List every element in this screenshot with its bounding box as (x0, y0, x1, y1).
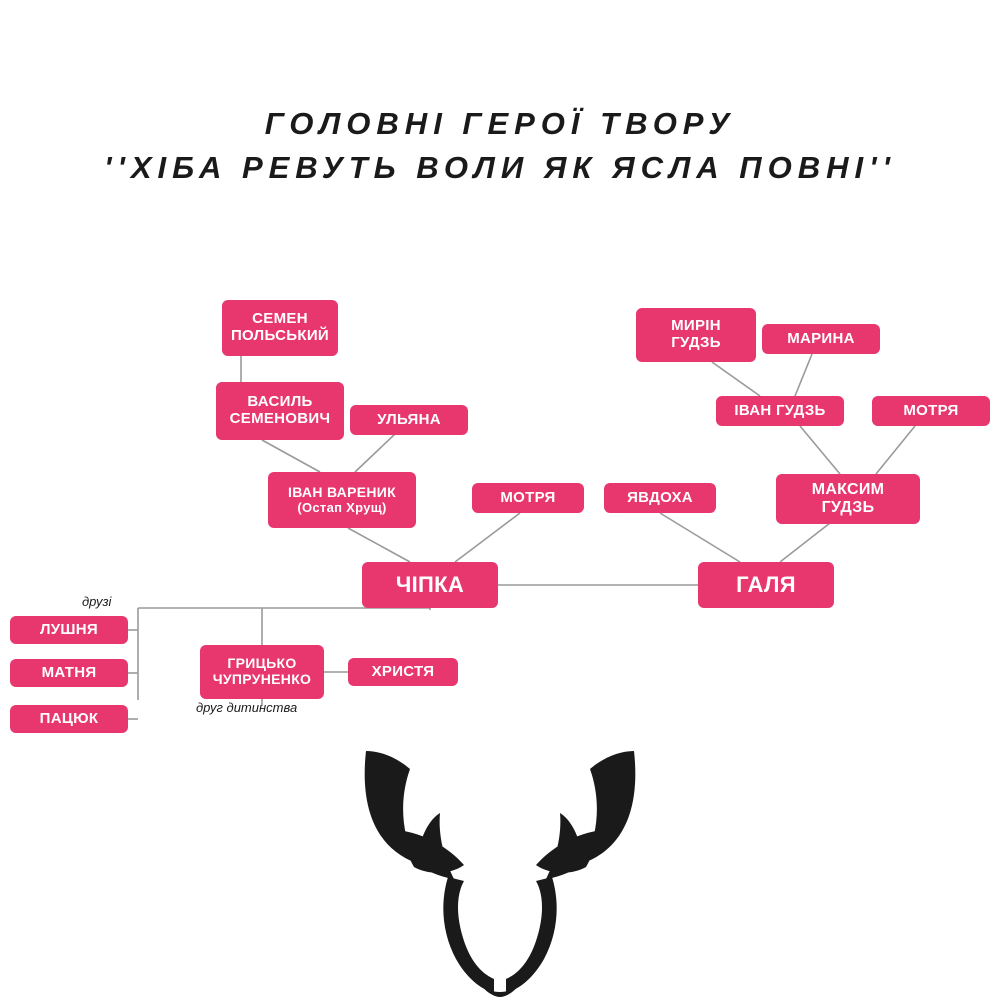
node-ivan-varenyk[interactable] (268, 472, 416, 528)
node-label-line2: ЧУПРУНЕНКО (212, 671, 312, 687)
node-hrytsko-chuprunenko[interactable] (200, 645, 324, 699)
node-label: ГАЛЯ (736, 571, 796, 597)
node-label: ЧІПКА (395, 571, 465, 597)
line-motrya-chipka (455, 513, 520, 562)
annotation-drug-dytynstva: друг дитинства (196, 700, 298, 715)
node-label-line1: МИРІН (671, 317, 721, 335)
node-chipka[interactable] (362, 562, 498, 608)
node-maksym-hudz[interactable] (776, 474, 920, 524)
node-lushnya[interactable] (10, 616, 128, 644)
node-maryna[interactable] (762, 324, 880, 354)
line-myrin-ivanh (712, 362, 760, 396)
node-label-line1: СЕМЕН (252, 310, 308, 328)
line-vasyl-ivan (262, 440, 320, 472)
node-label: ХРИСТЯ (371, 662, 435, 680)
node-label-line1: ІВАН ВАРЕНИК (288, 483, 396, 500)
node-label: ЯВДОХА (627, 488, 693, 506)
line-yavdokha-halya (660, 513, 740, 562)
node-khrystya[interactable] (348, 658, 458, 686)
annotation-druzi: друзі (82, 594, 112, 609)
node-yavdokha[interactable] (604, 483, 716, 513)
node-patsiuk[interactable] (10, 705, 128, 733)
node-label-line1: ВАСИЛЬ (247, 393, 313, 411)
node-label: УЛЬЯНА (377, 410, 441, 428)
node-label-line1: ГРИЦЬКО (227, 655, 297, 672)
node-ivan-hudz[interactable] (716, 396, 844, 426)
line-maksym-halya (780, 523, 830, 562)
node-matnya[interactable] (10, 659, 128, 687)
node-label: ІВАН ГУДЗЬ (734, 401, 826, 419)
line-maryna-ivanh (795, 354, 812, 396)
node-label: ПАЦЮК (39, 709, 99, 727)
node-uliana[interactable] (350, 405, 468, 435)
page-title-line-1: ГОЛОВНІ ГЕРОЇ ТВОРУ (264, 106, 736, 141)
node-motrya-chipka-mother[interactable] (472, 483, 584, 513)
node-semen-polskyi[interactable] (222, 300, 338, 356)
node-label-line2: СЕМЕНОВИЧ (229, 410, 331, 427)
line-uliana-ivan (355, 434, 395, 472)
node-label-line2: (Остап Хрущ) (297, 499, 387, 515)
node-label: МОТРЯ (903, 401, 959, 419)
node-label: МОТРЯ (500, 488, 556, 506)
node-vasyl-semenovych[interactable] (216, 382, 344, 440)
node-halya[interactable] (698, 562, 834, 608)
node-label-line2: ГУДЗЬ (821, 499, 875, 516)
node-label-line2: ПОЛЬСЬКИЙ (230, 327, 330, 344)
page-title-line-2: ''ХІБА РЕВУТЬ ВОЛИ ЯК ЯСЛА ПОВНІ'' (104, 150, 896, 185)
node-label: МАТНЯ (41, 663, 97, 681)
node-label-line1: МАКСИМ (811, 481, 885, 499)
bull-head-illustration (330, 735, 670, 1000)
node-label-line2: ГУДЗЬ (671, 334, 721, 351)
node-label: МАРИНА (787, 329, 855, 347)
line-ivanh-maksym (800, 426, 840, 474)
node-motrya-maksym-wife[interactable] (872, 396, 990, 426)
node-label: ЛУШНЯ (39, 620, 99, 638)
line-ivan-chipka (348, 528, 410, 562)
node-myrin-hudz[interactable] (636, 308, 756, 362)
line-motrya2-maksym (876, 426, 915, 474)
